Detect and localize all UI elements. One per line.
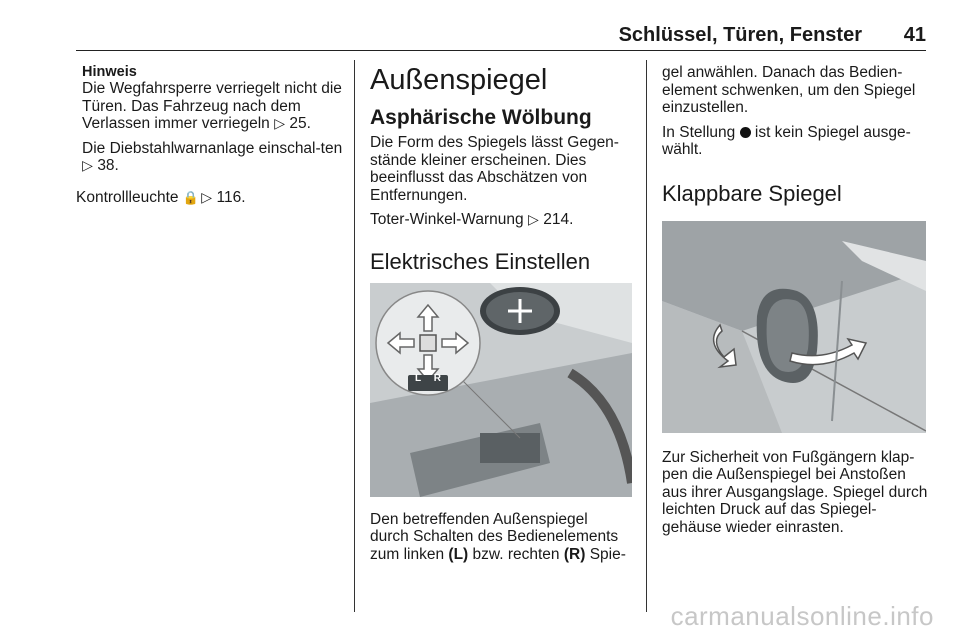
folding-heading: Klappbare Spiegel (662, 180, 842, 206)
note-text: Die Wegfahrsperre verriegelt nicht die Türen. Das Fahrzeug nach dem Verlassen immer verriegeln ▷ 25. (82, 80, 342, 132)
page-reference-icon: ▷ (82, 157, 93, 173)
note-title: Hinweis (82, 64, 137, 80)
lamp-ref[interactable]: 116. (216, 188, 246, 206)
note-box (82, 64, 346, 175)
watermark: carmanualsonline.info (670, 601, 934, 631)
blindspot-text: Toter-Winkel-Warnung ▷ 214. (370, 211, 574, 228)
section-heading: Außenspiegel (370, 64, 548, 96)
electric-text: Den betreffenden Außenspiegel durch Schalten des Bedienelements zum linken (L) bzw. rechten (R) Spie- (370, 510, 626, 563)
mirror-switch-illustration (370, 283, 632, 497)
alarm-text: Die Diebstahlwarnanlage einschal-ten ▷ 38. (82, 139, 343, 174)
column-middle (370, 64, 632, 563)
alarm-ref[interactable]: 38. (97, 157, 119, 174)
page-reference-icon: ▷ (201, 188, 213, 205)
page-header (76, 22, 926, 51)
aspheric-text: Die Form des Spiegels lässt Gegen-stände kleiner erscheinen. Dies beeinflusst das Abschätzen von Entfernungen. (370, 134, 619, 204)
column-divider (354, 60, 355, 612)
column-right (662, 64, 928, 536)
switch-labels (415, 373, 445, 387)
column-left (76, 64, 346, 206)
lamp-text: Kontrollleuchte 🔒 ▷ 116. (76, 188, 246, 206)
position-text: In Stellung ist kein Spiegel ausge-wählt. (662, 123, 911, 158)
folding-text: Zur Sicherheit von Fußgängern klap-pen die Außenspiegel bei Anstoßen aus ihrer Ausgangslage. Spiegel durch leichten Druck auf das Spiegel-gehäuse wieder einrasten. (662, 448, 928, 536)
electric-heading: Elektrisches Einstellen (370, 248, 591, 274)
lock-lamp-icon: 🔒 (182, 189, 200, 205)
blindspot-ref[interactable]: 214. (543, 211, 574, 228)
page-reference-icon: ▷ (274, 115, 285, 131)
page-number: 41 (903, 24, 926, 46)
left-label: (L) (448, 545, 469, 563)
continued-text: gel anwählen. Danach das Bedien-element schwenken, um den Spiegel einzustellen. (662, 64, 916, 116)
filled-circle-icon (740, 127, 751, 138)
page-title: Schlüssel, Türen, Fenster (618, 24, 862, 46)
note-ref[interactable]: 25. (289, 115, 311, 132)
switch-label-right: R (433, 372, 441, 384)
column-divider (646, 60, 647, 612)
subsection-heading: Asphärische Wölbung (370, 106, 592, 129)
right-label: (R) (563, 545, 586, 563)
switch-label-left: L (415, 372, 421, 384)
folding-mirror-illustration (662, 221, 926, 433)
page-reference-icon: ▷ (528, 211, 539, 227)
